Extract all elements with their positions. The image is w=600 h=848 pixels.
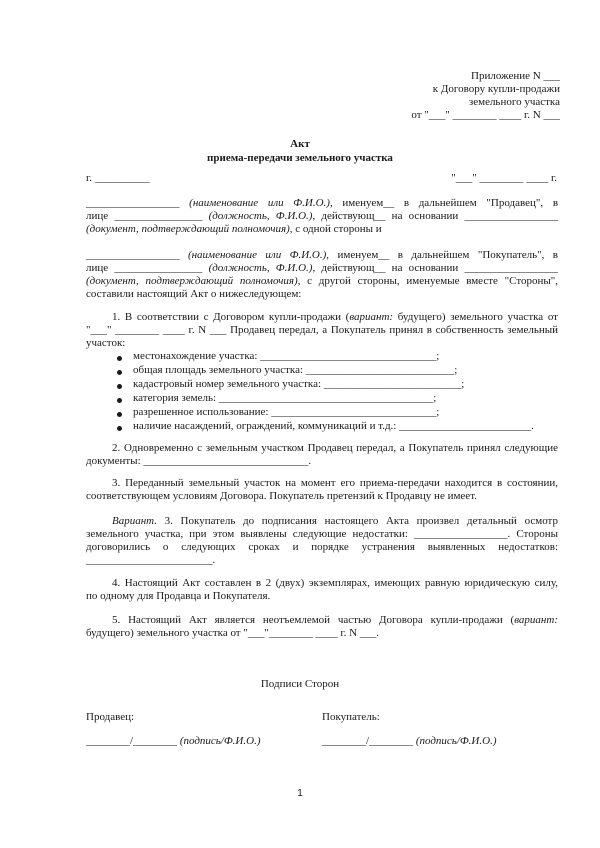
bullet-icon [117,398,122,403]
buyer-sign-hint: (подпись/Ф.И.О.) [415,735,497,747]
date-field: "___" ________ ____ г. [451,172,557,184]
list-item: разрешенное использование: ______________________________; [133,406,440,418]
seller-signature-label: Продавец: [86,711,135,723]
appendix-number: Приложение N ___ [471,70,560,82]
clause-1-text-b: будущего) земельного участка от [393,311,558,323]
seller-signature-line [86,735,261,748]
variant-line-4: _______________________. [86,554,216,566]
clause-5-line-1 [112,614,558,627]
buyer-doc-hint: (документ, подтверждающий полномочия) [86,275,298,287]
clause-1-variant: вариант: [349,311,394,323]
seller-sign-hint: (подпись/Ф.И.О.) [179,735,261,747]
title-line-2: приема-передачи земельного участка [207,152,393,164]
buyer-basis-text: , действующ__ на основании _________________ [312,262,558,274]
clause-1-line-1 [112,311,558,324]
variant-text: 3. Покупатель до подписания настоящего Акта произвел детальный осмотр [157,515,558,527]
clause-5-line-2: будущего) земельного участка от "___"________ ____ г. N ___. [86,627,380,639]
buyer-line-3 [86,275,558,288]
buyer-sign-blank: ________/________ [322,735,416,747]
bullet-icon [117,370,122,375]
clause-2-line-2: документы: ______________________________. [86,455,312,467]
bullet-icon [117,412,122,417]
list-item: кадастровый номер земельного участка: _________________________; [133,378,465,390]
clause-4-line-1: 4. Настоящий Акт составлен в 2 (двух) экземплярах, имеющих равную юридическую силу, [112,577,558,589]
title-line-1: Акт [290,138,310,150]
clause-1-text-a: 1. В соответствии с Договором купли-продажи ( [112,311,350,323]
seller-line-2 [86,210,558,223]
variant-label: Вариант. [112,515,158,527]
seller-name-blank: _________________ [86,197,190,209]
seller-side-text: , с одной стороны и [289,223,382,235]
seller-rep-hint: (должность, Ф.И.О.) [208,210,313,222]
variant-line-3: договорились о следующих сроках и порядке устранения выявленных недостатков: [86,541,558,553]
buyer-name-hint: (наименование или Ф.И.О.) [187,249,327,261]
variant-line-1 [112,515,558,528]
appendix-header [411,70,560,122]
seller-rep-blank: лице ________________ [86,210,209,222]
seller-sign-blank: ________/________ [86,735,180,747]
seller-basis-text: , действующ__ на основании _________________ [312,210,558,222]
clause-3-line-1: 3. Переданный земельный участок на момент его приема-передачи находится в состоянии, [112,477,558,489]
bullet-icon [117,356,122,361]
seller-line-3 [86,223,382,236]
clause-5-text: 5. Настоящий Акт является неотъемлемой частью Договора купли-продажи ( [112,614,515,626]
list-item: категория земель: _______________________________________; [133,392,437,404]
signatures-heading: Подписи Сторон [260,678,340,690]
clause-3-line-2: соответствующем условиям Договора. Покупатель претензий к Продавцу не имеет. [86,490,477,502]
buyer-signature-label: Покупатель: [322,711,380,723]
seller-name-hint: (наименование или Ф.И.О.) [189,197,330,209]
buyer-line-2 [86,262,558,275]
clause-1-line-3: участок: [86,337,126,349]
buyer-signature-line [322,735,497,748]
buyer-side-text: , с другой стороны, именуемые вместе "Стороны", [297,275,558,287]
seller-line-1 [86,197,558,210]
list-item: общая площадь земельного участка: ___________________________; [133,364,458,376]
appendix-contract-ref: к Договору купли-продажи [432,83,560,95]
seller-doc-hint: (документ, подтверждающий полномочия) [86,223,290,235]
buyer-line-1 [86,249,558,262]
clause-1-line-2: "___" ________ ____ г. N ___ Продавец передал, а Покупатель принял в собственность земельный [86,324,558,336]
buyer-name-blank: _________________ [86,249,188,261]
buyer-rep-blank: лице ________________ [86,262,209,274]
page-number: 1 [297,788,303,799]
variant-line-2: земельного участка, при этом выявлены следующие недостатки: _________________. Стороны [86,528,558,540]
city-field: г. __________ [86,172,150,184]
document-title [0,137,600,165]
bullet-icon [117,426,122,431]
list-item: местонахождение участка: ________________________________; [133,350,440,362]
clause-2-line-1: 2. Одновременно с земельным участком Продавец передал, а Покупатель принял следующие [112,442,558,454]
clause-5-variant: вариант: [514,614,558,626]
bullet-icon [117,384,122,389]
buyer-rep-hint: (должность, Ф.И.О.) [208,262,313,274]
appendix-date: от "___" ________ ____ г. N ___ [411,109,560,121]
clause-4-line-2: по одному для Продавца и Покупателя. [86,590,271,602]
list-item: наличие насаждений, ограждений, коммуникаций и т.д.: ________________________. [133,420,534,432]
buyer-line-4: составили настоящий Акт о нижеследующем: [86,288,302,300]
buyer-role-text: , именуем__ в дальнейшем "Покупатель", в [326,249,559,261]
seller-role-text: , именуем__ в дальнейшем "Продавец", в [329,197,559,209]
appendix-subject: земельного участка [468,96,560,108]
